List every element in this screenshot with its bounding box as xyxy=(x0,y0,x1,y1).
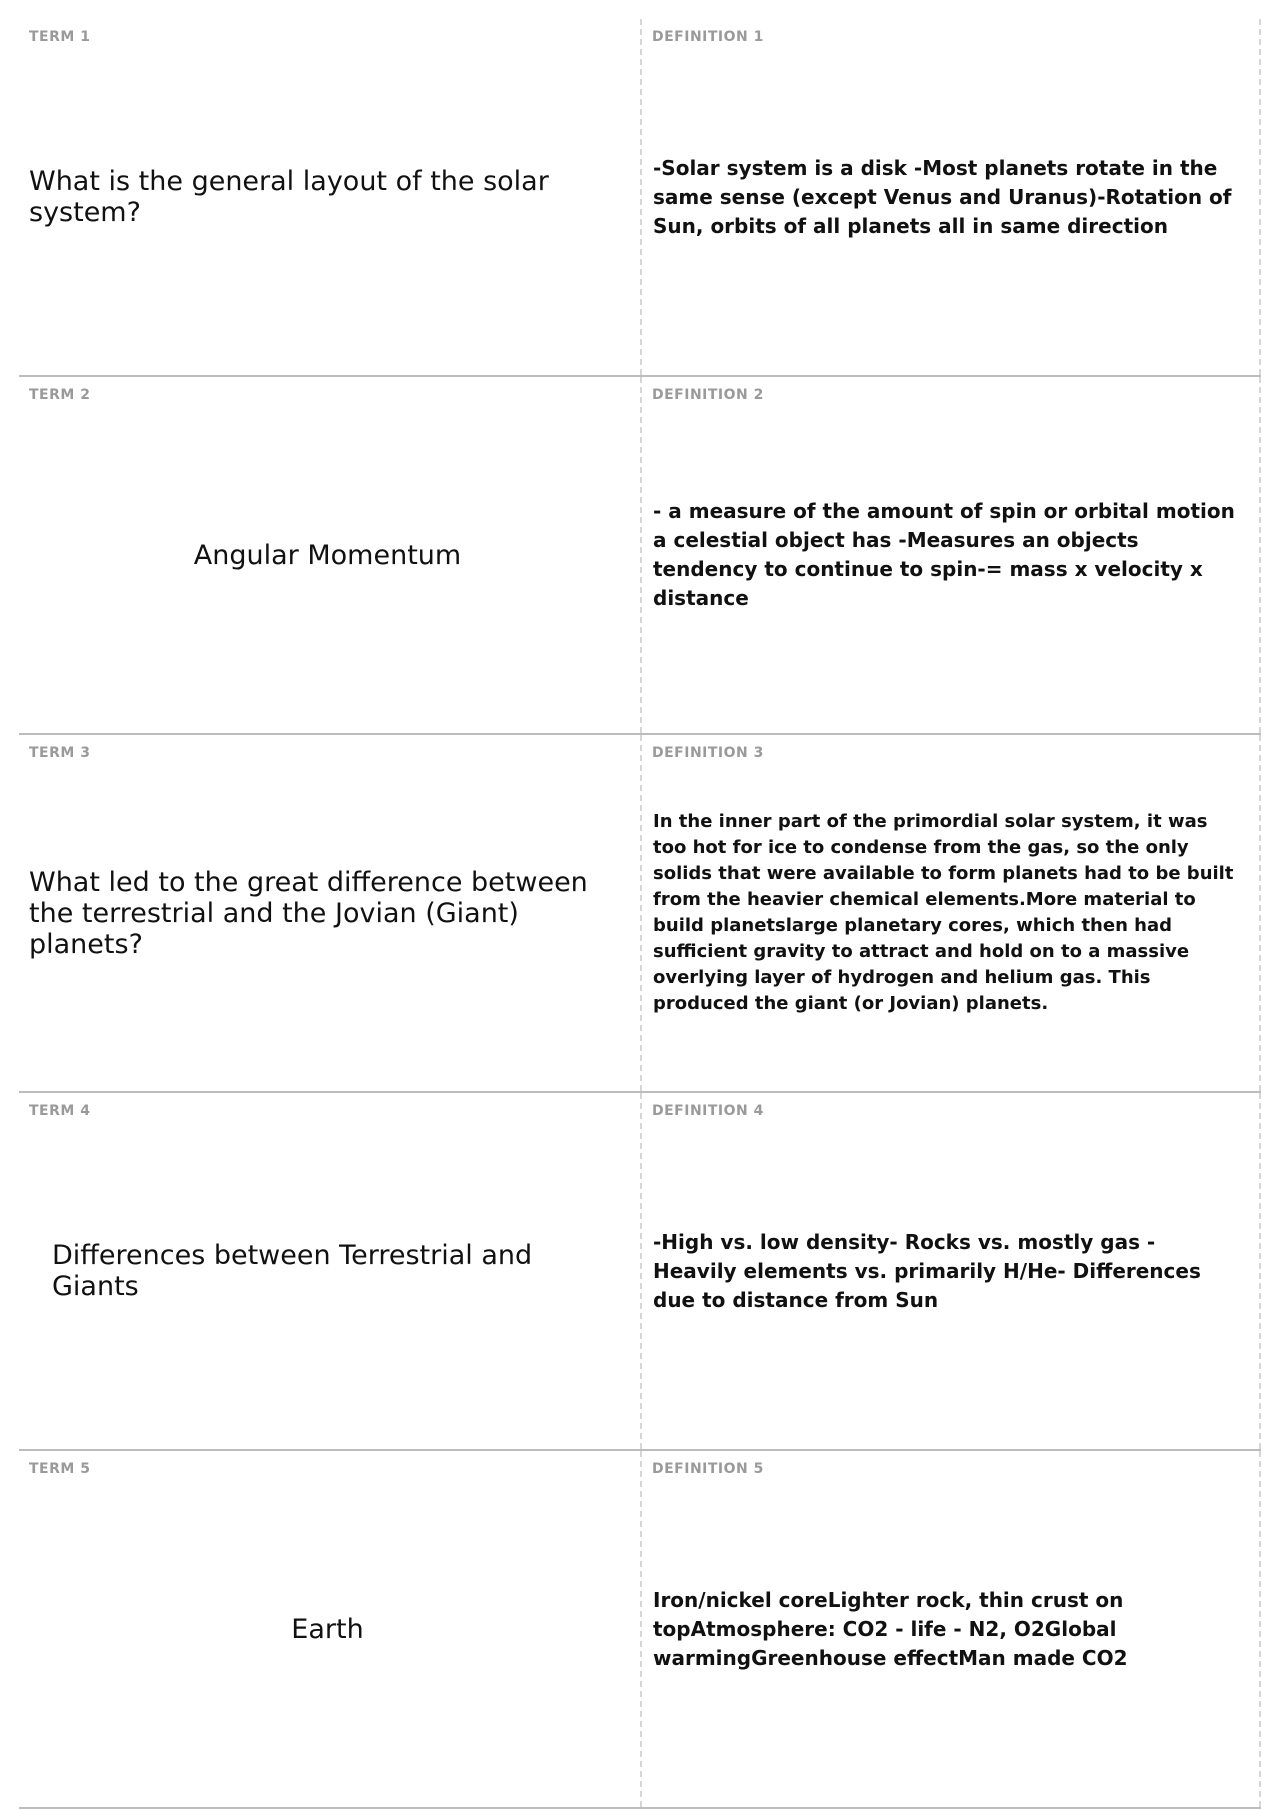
definition-cell xyxy=(642,1093,1261,1449)
term-label: TERM 2 xyxy=(29,387,91,403)
term-label: TERM 1 xyxy=(29,29,91,45)
term-label: TERM 3 xyxy=(29,745,91,761)
term-label: TERM 5 xyxy=(29,1461,91,1477)
definition-label: DEFINITION 1 xyxy=(652,29,764,45)
definition-label: DEFINITION 3 xyxy=(652,745,764,761)
term-text: Angular Momentum xyxy=(193,539,462,571)
definition-text: -High vs. low density- Rocks vs. mostly gas - Heavily elements vs. primarily H/He- Differences due to distance from Sun xyxy=(653,1229,1201,1312)
card-row-3 xyxy=(19,735,1261,1093)
definition-cell xyxy=(642,377,1261,733)
definition-text: - a measure of the amount of spin or orbital motion a celestial object has -Measures an objects tendency to continue to spin-= mass x velocity x distance xyxy=(653,499,1235,610)
card-row-4 xyxy=(19,1093,1261,1451)
term-cell xyxy=(19,735,642,1091)
definition-label: DEFINITION 5 xyxy=(652,1461,764,1477)
term-text: What led to the great difference between the terrestrial and the Jovian (Giant) planets? xyxy=(29,866,588,960)
card-row-1 xyxy=(19,19,1261,377)
definition-label: DEFINITION 4 xyxy=(652,1103,764,1119)
card-row-2 xyxy=(19,377,1261,735)
definition-text: In the inner part of the primordial solar system, it was too hot for ice to condense from the gas, so the only solids that were available to form planets had to be built from the heavier chemical elements.More material to build planetslarge planetary cores, which then had sufficient gravity to attract and hold on to a massive overlying layer of hydrogen and helium gas. This produced the giant (or Jovian) planets. xyxy=(653,811,1234,1014)
term-label: TERM 4 xyxy=(29,1103,91,1119)
flashcard-sheet xyxy=(19,19,1261,1809)
definition-label: DEFINITION 2 xyxy=(652,387,764,403)
term-text: Differences between Terrestrial and Giants xyxy=(52,1240,533,1302)
term-cell xyxy=(19,19,642,375)
term-cell xyxy=(19,1093,642,1449)
card-row-5 xyxy=(19,1451,1261,1809)
definition-text: Iron/nickel coreLighter rock, thin crust on topAtmosphere: CO2 - life - N2, O2Global warmingGreenhouse effectMan made CO2 xyxy=(653,1587,1128,1670)
term-cell xyxy=(19,1451,642,1807)
definition-cell xyxy=(642,735,1261,1091)
definition-cell xyxy=(642,19,1261,375)
term-cell xyxy=(19,377,642,733)
definition-text: -Solar system is a disk -Most planets rotate in the same sense (except Venus and Uranus)-Rotation of Sun, orbits of all planets all in same direction xyxy=(653,155,1232,238)
term-text: What is the general layout of the solar system? xyxy=(29,166,549,228)
term-text: Earth xyxy=(291,1613,364,1645)
definition-cell xyxy=(642,1451,1261,1807)
